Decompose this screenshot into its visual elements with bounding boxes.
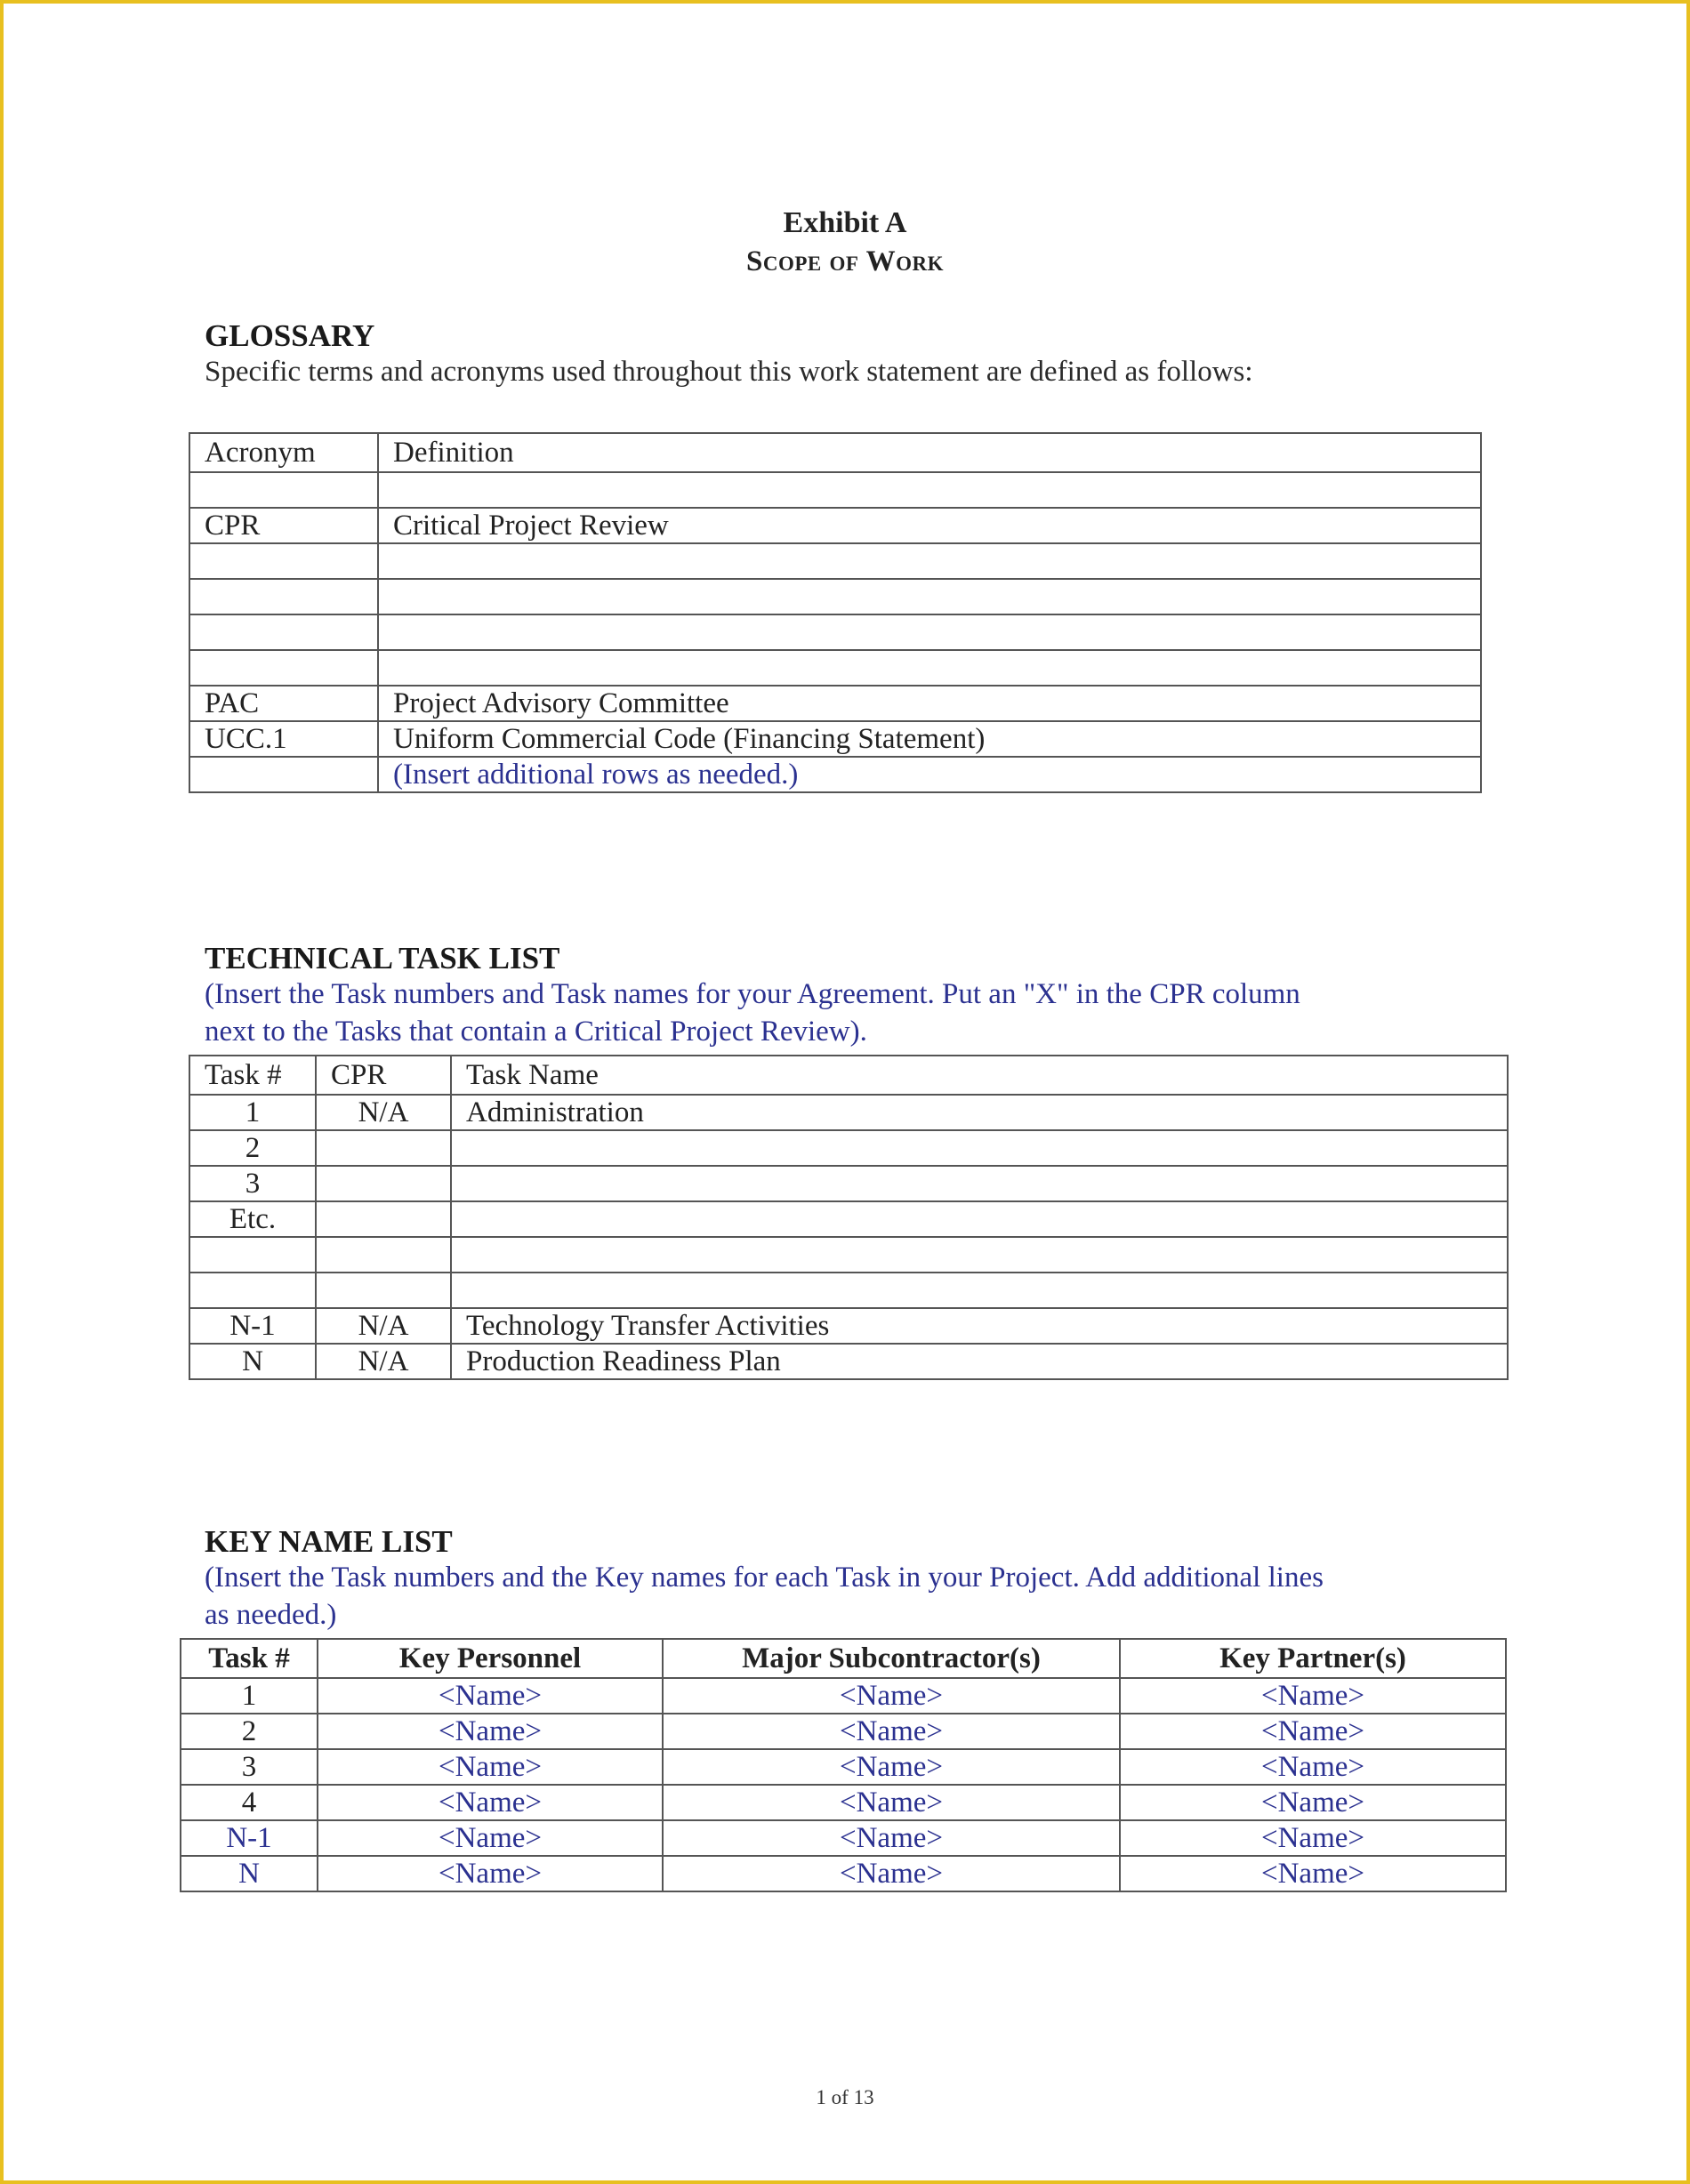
definition-cell: Project Advisory Committee: [378, 686, 1481, 721]
definition-cell: Critical Project Review: [378, 508, 1481, 543]
task-list-table: [189, 1055, 1509, 1380]
key-subcontractor-cell: <Name>: [663, 1785, 1120, 1820]
acronym-cell: CPR: [189, 508, 378, 543]
glossary-col-acronym: Acronym: [189, 433, 378, 472]
table-row: [189, 686, 1481, 721]
task-cpr-cell: N/A: [316, 1308, 451, 1344]
key-partner-cell: <Name>: [1120, 1785, 1506, 1820]
acronym-cell: [189, 543, 378, 579]
task-cpr-cell: [316, 1166, 451, 1201]
acronym-cell: [189, 650, 378, 686]
acronym-cell: [189, 579, 378, 614]
task-list-instructions-2: next to the Tasks that contain a Critical Project Review).: [205, 1016, 867, 1048]
table-row: [189, 472, 1481, 508]
table-row: [189, 1273, 1508, 1308]
task-number-cell: 2: [189, 1130, 316, 1166]
definition-cell: (Insert additional rows as needed.): [378, 757, 1481, 792]
task-cpr-cell: [316, 1130, 451, 1166]
task-number-cell: N-1: [189, 1308, 316, 1344]
table-row: [189, 614, 1481, 650]
task-number-cell: 3: [189, 1166, 316, 1201]
task-cpr-cell: [316, 1237, 451, 1273]
table-row: [181, 1785, 1506, 1820]
key-name-table: [180, 1638, 1507, 1892]
document-title: Exhibit A: [783, 206, 907, 239]
table-row: [181, 1678, 1506, 1714]
task-cpr-cell: N/A: [316, 1344, 451, 1379]
task-number-cell: N: [189, 1344, 316, 1379]
key-partner-cell: <Name>: [1120, 1749, 1506, 1785]
table-row: [189, 543, 1481, 579]
task-cpr-cell: [316, 1273, 451, 1308]
table-row: [189, 1308, 1508, 1344]
task-name-cell: Technology Transfer Activities: [451, 1308, 1508, 1344]
task-col-cpr: CPR: [316, 1056, 451, 1095]
task-number-cell: [189, 1273, 316, 1308]
table-row: [189, 1130, 1508, 1166]
task-cpr-cell: N/A: [316, 1095, 451, 1130]
definition-cell: [378, 472, 1481, 508]
task-name-cell: Production Readiness Plan: [451, 1344, 1508, 1379]
definition-cell: [378, 614, 1481, 650]
table-row: [189, 508, 1481, 543]
key-col-personnel: Key Personnel: [318, 1639, 663, 1678]
acronym-cell: [189, 757, 378, 792]
task-name-cell: [451, 1201, 1508, 1237]
task-col-number: Task #: [189, 1056, 316, 1095]
key-personnel-cell: <Name>: [318, 1678, 663, 1714]
acronym-cell: [189, 614, 378, 650]
key-personnel-cell: <Name>: [318, 1714, 663, 1749]
task-name-cell: [451, 1130, 1508, 1166]
table-row: [189, 1166, 1508, 1201]
glossary-intro: Specific terms and acronyms used throughout this work statement are defined as follows:: [205, 356, 1253, 388]
task-list-heading: TECHNICAL TASK LIST: [205, 941, 560, 976]
task-number-cell: [189, 1237, 316, 1273]
task-name-cell: [451, 1273, 1508, 1308]
table-row: [189, 1344, 1508, 1379]
key-partner-cell: <Name>: [1120, 1678, 1506, 1714]
task-number-cell: 1: [189, 1095, 316, 1130]
glossary-heading: GLOSSARY: [205, 318, 375, 353]
table-row: [189, 757, 1481, 792]
table-row: [189, 1095, 1508, 1130]
key-task-cell: 4: [181, 1785, 318, 1820]
table-row: [189, 721, 1481, 757]
key-partner-cell: <Name>: [1120, 1856, 1506, 1891]
key-task-cell: 1: [181, 1678, 318, 1714]
key-partner-cell: <Name>: [1120, 1820, 1506, 1856]
key-name-heading: KEY NAME LIST: [205, 1524, 453, 1559]
key-task-cell: 3: [181, 1749, 318, 1785]
key-task-cell: 2: [181, 1714, 318, 1749]
definition-cell: Uniform Commercial Code (Financing Statement): [378, 721, 1481, 757]
definition-cell: [378, 650, 1481, 686]
key-subcontractor-cell: <Name>: [663, 1820, 1120, 1856]
table-row: [189, 1201, 1508, 1237]
key-name-instructions-2: as needed.): [205, 1599, 337, 1631]
task-name-cell: [451, 1237, 1508, 1273]
definition-cell: [378, 543, 1481, 579]
document-subtitle: Scope of Work: [746, 245, 944, 277]
key-personnel-cell: <Name>: [318, 1749, 663, 1785]
task-name-cell: Administration: [451, 1095, 1508, 1130]
acronym-cell: UCC.1: [189, 721, 378, 757]
key-col-task: Task #: [181, 1639, 318, 1678]
key-subcontractor-cell: <Name>: [663, 1749, 1120, 1785]
acronym-cell: [189, 472, 378, 508]
definition-cell: [378, 579, 1481, 614]
page-number: 1 of 13: [816, 2086, 874, 2108]
key-task-cell: N-1: [181, 1820, 318, 1856]
acronym-cell: PAC: [189, 686, 378, 721]
key-task-cell: N: [181, 1856, 318, 1891]
table-row: [181, 1856, 1506, 1891]
table-row: [181, 1749, 1506, 1785]
table-row: [189, 579, 1481, 614]
key-col-subcontractor: Major Subcontractor(s): [663, 1639, 1120, 1678]
task-name-cell: [451, 1166, 1508, 1201]
key-col-partner: Key Partner(s): [1120, 1639, 1506, 1678]
key-personnel-cell: <Name>: [318, 1785, 663, 1820]
glossary-col-definition: Definition: [378, 433, 1481, 472]
key-personnel-cell: <Name>: [318, 1820, 663, 1856]
table-row: [181, 1820, 1506, 1856]
table-row: [189, 650, 1481, 686]
table-row: [189, 1237, 1508, 1273]
key-subcontractor-cell: <Name>: [663, 1714, 1120, 1749]
task-list-instructions-1: (Insert the Task numbers and Task names for your Agreement. Put an "X" in the CPR column: [205, 978, 1300, 1010]
key-subcontractor-cell: <Name>: [663, 1678, 1120, 1714]
task-cpr-cell: [316, 1201, 451, 1237]
task-col-name: Task Name: [451, 1056, 1508, 1095]
key-personnel-cell: <Name>: [318, 1856, 663, 1891]
task-number-cell: Etc.: [189, 1201, 316, 1237]
key-partner-cell: <Name>: [1120, 1714, 1506, 1749]
glossary-table: [189, 432, 1482, 793]
table-row: [181, 1714, 1506, 1749]
key-name-instructions-1: (Insert the Task numbers and the Key names for each Task in your Project. Add additional lines: [205, 1562, 1324, 1594]
key-subcontractor-cell: <Name>: [663, 1856, 1120, 1891]
